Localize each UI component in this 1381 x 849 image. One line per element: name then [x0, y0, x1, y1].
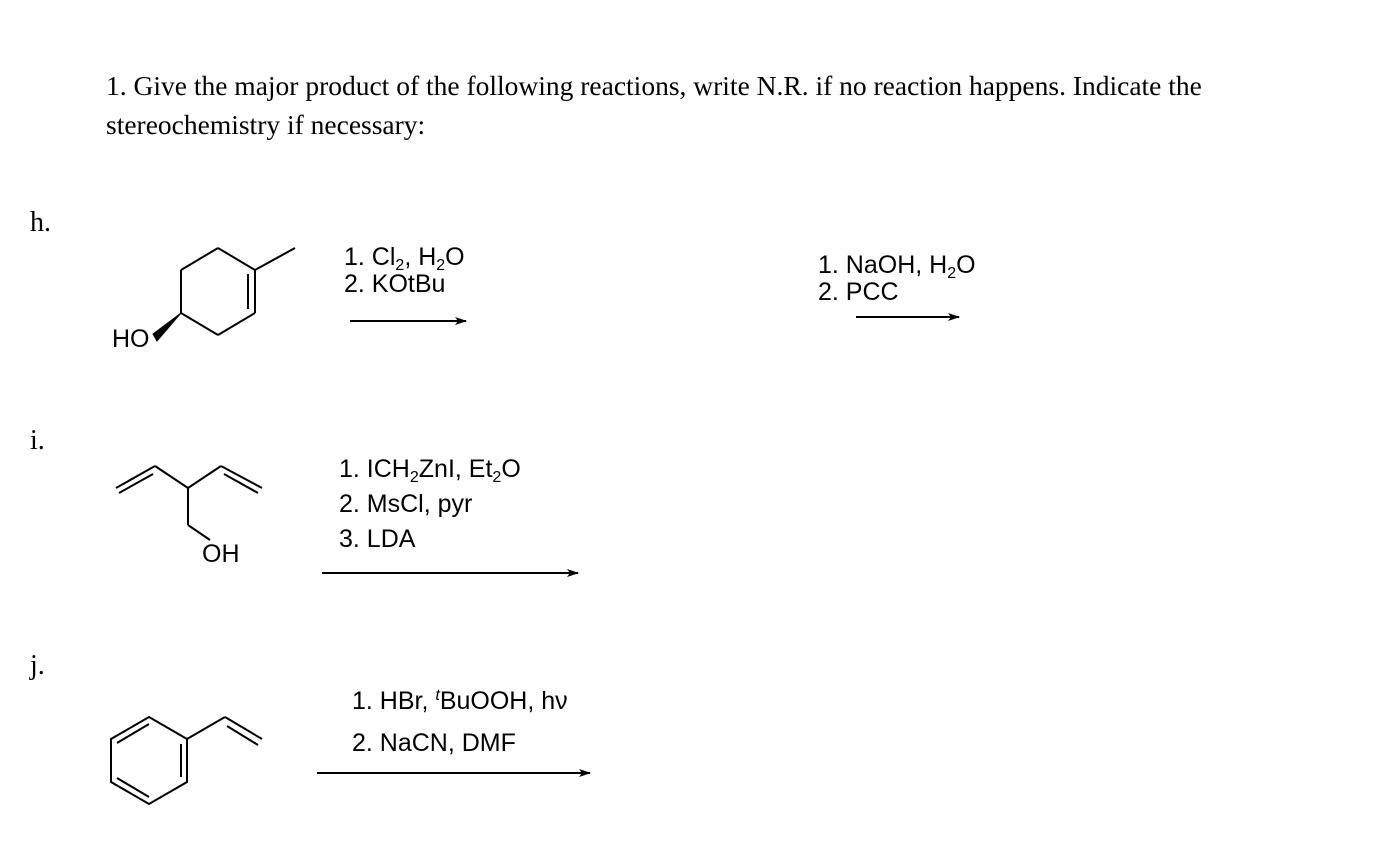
conditions-i — [339, 456, 521, 553]
condition-line: 1. HBr, $^t$BuOOH, hν — [352, 687, 568, 715]
condition-line: 2. KOtBu — [344, 270, 446, 298]
problem-label-i: i. — [30, 425, 45, 456]
hydroxyl-label-h: HO — [112, 325, 150, 353]
conditions-j — [352, 688, 568, 757]
styrene-structure — [111, 717, 262, 804]
cyclohexenol-structure — [153, 248, 295, 341]
conditions-h-step2 — [818, 252, 976, 306]
hydroxyl-label-i: OH — [202, 540, 240, 568]
problem-label-h: h. — [30, 207, 51, 238]
condition-line: 1. $ICH_2ZnI$, $Et_2O$ — [339, 455, 521, 486]
condition-line: 3. LDA — [339, 525, 416, 553]
conditions-h-step1 — [344, 244, 465, 298]
question-text: 1. Give the major product of the following reactions, write N.R. if no reaction happens. Indicate the stereochemistry if necessary: — [106, 70, 1202, 140]
condition-line: 2. PCC — [818, 278, 899, 306]
problem-label-j: j. — [30, 650, 45, 681]
condition-line: 2. NaCN, DMF — [352, 729, 516, 757]
condition-line: 1. $Cl_2$, $H_2O$ — [344, 243, 465, 274]
condition-line: 1. NaOH, $H_2O$ — [818, 251, 976, 282]
diene-alcohol-structure — [116, 466, 262, 540]
condition-line: 2. MsCl, pyr — [339, 490, 473, 518]
